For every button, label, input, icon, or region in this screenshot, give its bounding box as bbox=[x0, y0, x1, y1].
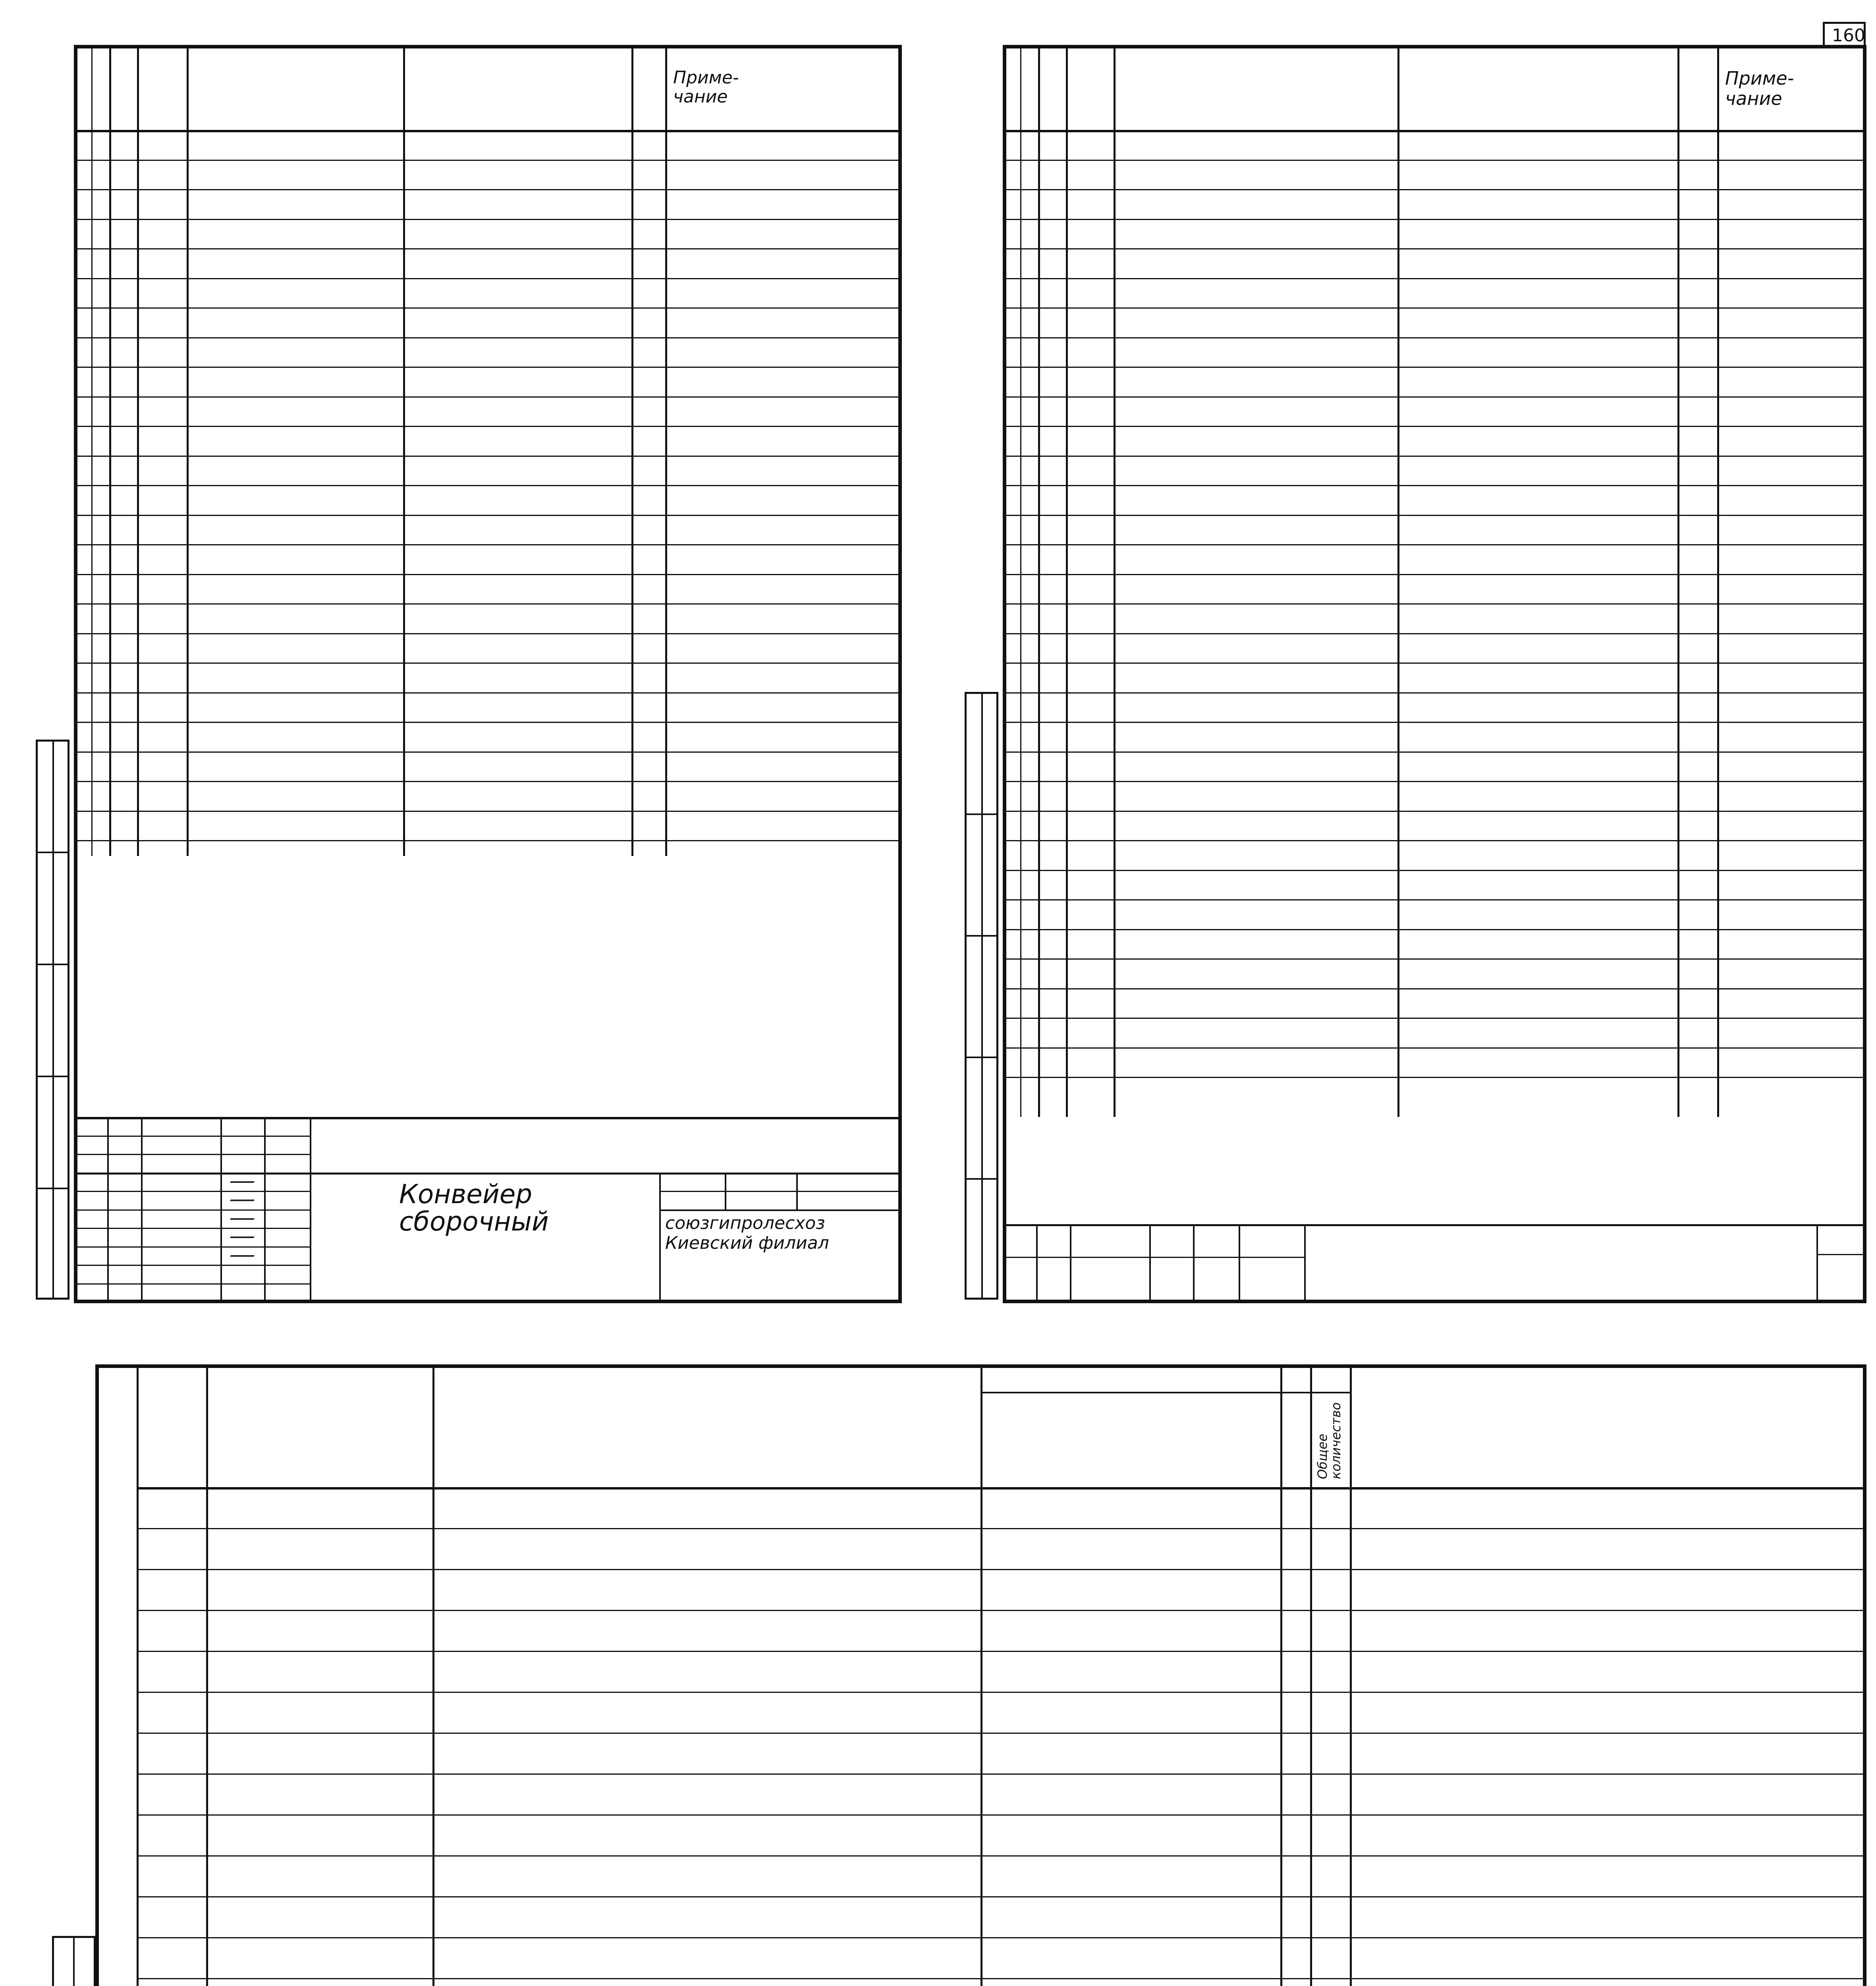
grid-line bbox=[206, 1368, 208, 1986]
grid-line bbox=[1006, 752, 1863, 753]
grid-line bbox=[1006, 160, 1863, 161]
grid-line bbox=[77, 396, 898, 398]
text-line: Общее bbox=[1315, 1433, 1330, 1479]
grid-line bbox=[1006, 1077, 1863, 1078]
grid-line bbox=[77, 160, 898, 161]
text-line: чание bbox=[673, 87, 728, 107]
grid-line bbox=[1006, 544, 1863, 545]
grid-line bbox=[137, 1773, 1863, 1775]
text-line: чание bbox=[1725, 87, 1782, 109]
grid-line bbox=[77, 692, 898, 694]
grid-line bbox=[1006, 278, 1863, 279]
grid-line bbox=[141, 1117, 143, 1300]
grid-line bbox=[1006, 663, 1863, 664]
grid-line bbox=[77, 278, 898, 279]
text-line: Конвейер bbox=[399, 1178, 533, 1209]
grid-line bbox=[980, 1368, 982, 1986]
grid-line bbox=[1193, 1224, 1195, 1300]
grid-line bbox=[1006, 1047, 1863, 1049]
grid-line bbox=[1006, 189, 1863, 190]
grid-line bbox=[1006, 337, 1863, 338]
grid-line bbox=[77, 1283, 310, 1285]
header-note bbox=[673, 68, 739, 107]
grid-line bbox=[1038, 48, 1040, 1117]
grid-line bbox=[1006, 988, 1863, 989]
grid-line bbox=[137, 1937, 1863, 1938]
text-line: Приме- bbox=[1725, 68, 1794, 89]
grid-line bbox=[137, 1855, 1863, 1857]
grid-line bbox=[1149, 1224, 1151, 1300]
grid-line bbox=[91, 48, 93, 856]
grid-line bbox=[77, 1117, 898, 1119]
grid-line bbox=[137, 1487, 1863, 1490]
grid-line bbox=[137, 1896, 1863, 1897]
text-line: сборочный bbox=[399, 1206, 549, 1237]
signature bbox=[230, 1218, 255, 1220]
grid-line bbox=[310, 1117, 311, 1300]
grid-line bbox=[1239, 1224, 1240, 1300]
grid-line bbox=[137, 1733, 1863, 1734]
text-line: количество bbox=[1328, 1402, 1343, 1479]
grid-line bbox=[1006, 248, 1863, 249]
grid-line bbox=[77, 544, 898, 545]
grid-line bbox=[187, 48, 189, 856]
grid-line bbox=[77, 337, 898, 338]
grid-line bbox=[77, 426, 898, 427]
page-number-box bbox=[1823, 22, 1866, 45]
grid-line bbox=[310, 1173, 898, 1175]
text-line: Киевский филиал bbox=[665, 1233, 829, 1254]
doc-title bbox=[399, 1180, 549, 1236]
grid-line bbox=[109, 48, 111, 856]
grid-line bbox=[1006, 426, 1863, 427]
grid-line bbox=[77, 1154, 310, 1155]
grid-line bbox=[77, 840, 898, 841]
grid-line bbox=[1006, 692, 1863, 694]
grid-line bbox=[1006, 367, 1863, 368]
grid-line bbox=[1006, 1257, 1304, 1258]
grid-line bbox=[137, 1528, 1863, 1529]
grid-line bbox=[73, 1936, 75, 1986]
grid-line bbox=[52, 740, 54, 1300]
grid-line bbox=[1006, 515, 1863, 516]
grid-line bbox=[1006, 1224, 1863, 1226]
grid-line bbox=[77, 1265, 310, 1266]
grid-line bbox=[137, 1814, 1863, 1816]
grid-line bbox=[1006, 396, 1863, 398]
grid-line bbox=[77, 130, 898, 132]
grid-line bbox=[1006, 811, 1863, 812]
grid-line bbox=[1717, 48, 1719, 1117]
grid-line bbox=[1006, 485, 1863, 486]
grid-line bbox=[77, 1173, 310, 1175]
organization bbox=[665, 1213, 829, 1254]
grid-line bbox=[137, 1692, 1863, 1693]
grid-line bbox=[137, 1651, 1863, 1652]
grid-line bbox=[659, 1209, 898, 1211]
grid-line bbox=[1006, 456, 1863, 457]
grid-line bbox=[1006, 929, 1863, 930]
grid-line bbox=[107, 1117, 109, 1300]
grid-line bbox=[77, 811, 898, 812]
grid-line bbox=[137, 1368, 139, 1986]
grid-line bbox=[77, 485, 898, 486]
grid-line bbox=[1006, 130, 1863, 132]
grid-line bbox=[1677, 48, 1679, 1117]
specification-sheet-1 bbox=[74, 45, 902, 1303]
grid-line bbox=[77, 663, 898, 664]
header-note bbox=[1725, 68, 1794, 108]
grid-line bbox=[77, 781, 898, 782]
grid-line bbox=[432, 1368, 434, 1986]
signature bbox=[230, 1181, 255, 1183]
grid-line bbox=[77, 1228, 310, 1229]
grid-line bbox=[981, 692, 983, 1300]
grid-line bbox=[77, 1191, 310, 1192]
grid-line bbox=[77, 515, 898, 516]
grid-line bbox=[1006, 1018, 1863, 1019]
grid-line bbox=[1006, 781, 1863, 782]
grid-line bbox=[1006, 870, 1863, 871]
grid-line bbox=[137, 1569, 1863, 1570]
signature bbox=[230, 1255, 255, 1257]
grid-line bbox=[77, 1209, 310, 1211]
grid-line bbox=[1816, 1254, 1863, 1255]
grid-line bbox=[1070, 1224, 1071, 1300]
grid-line bbox=[1006, 603, 1863, 605]
grid-line bbox=[77, 248, 898, 249]
bill-of-specifications-sheet bbox=[95, 1364, 1866, 1986]
grid-line bbox=[77, 603, 898, 605]
grid-line bbox=[77, 752, 898, 753]
grid-line bbox=[77, 574, 898, 575]
grid-line bbox=[1020, 48, 1021, 1117]
grid-line bbox=[1066, 48, 1068, 1117]
text-line: Приме- bbox=[673, 68, 739, 88]
signature bbox=[230, 1200, 255, 1201]
grid-line bbox=[137, 1978, 1863, 1979]
grid-line bbox=[77, 219, 898, 220]
grid-line bbox=[77, 367, 898, 368]
page-number: 160 bbox=[1832, 25, 1865, 46]
grid-line bbox=[137, 48, 139, 856]
grid-line bbox=[77, 307, 898, 309]
grid-line bbox=[1816, 1224, 1818, 1300]
grid-line bbox=[1280, 1368, 1282, 1986]
grid-line bbox=[631, 48, 633, 856]
grid-line bbox=[1350, 1368, 1352, 1986]
header-total-qty bbox=[1316, 1403, 1343, 1479]
grid-line bbox=[1036, 1224, 1038, 1300]
grid-line bbox=[77, 456, 898, 457]
grid-line bbox=[980, 1392, 1350, 1393]
grid-line bbox=[1006, 633, 1863, 634]
grid-line bbox=[1006, 574, 1863, 575]
signature bbox=[230, 1236, 255, 1238]
grid-line bbox=[77, 1246, 310, 1248]
grid-line bbox=[1304, 1224, 1306, 1300]
grid-line bbox=[1310, 1368, 1312, 1986]
grid-line bbox=[77, 1136, 310, 1137]
grid-line bbox=[659, 1191, 898, 1192]
specification-sheet-2 bbox=[1003, 45, 1866, 1303]
grid-line bbox=[403, 48, 405, 856]
text-line: союзгипролесхоз bbox=[665, 1213, 825, 1233]
grid-line bbox=[1006, 307, 1863, 309]
grid-line bbox=[1006, 219, 1863, 220]
grid-line bbox=[77, 722, 898, 723]
grid-line bbox=[665, 48, 667, 856]
grid-line bbox=[77, 633, 898, 634]
grid-line bbox=[1397, 48, 1399, 1117]
grid-line bbox=[137, 1610, 1863, 1611]
grid-line bbox=[1006, 958, 1863, 960]
grid-line bbox=[1006, 722, 1863, 723]
grid-line bbox=[1114, 48, 1116, 1117]
grid-line bbox=[1006, 840, 1863, 841]
grid-line bbox=[1006, 899, 1863, 900]
grid-line bbox=[264, 1117, 266, 1300]
grid-line bbox=[220, 1117, 222, 1300]
grid-line bbox=[77, 189, 898, 190]
